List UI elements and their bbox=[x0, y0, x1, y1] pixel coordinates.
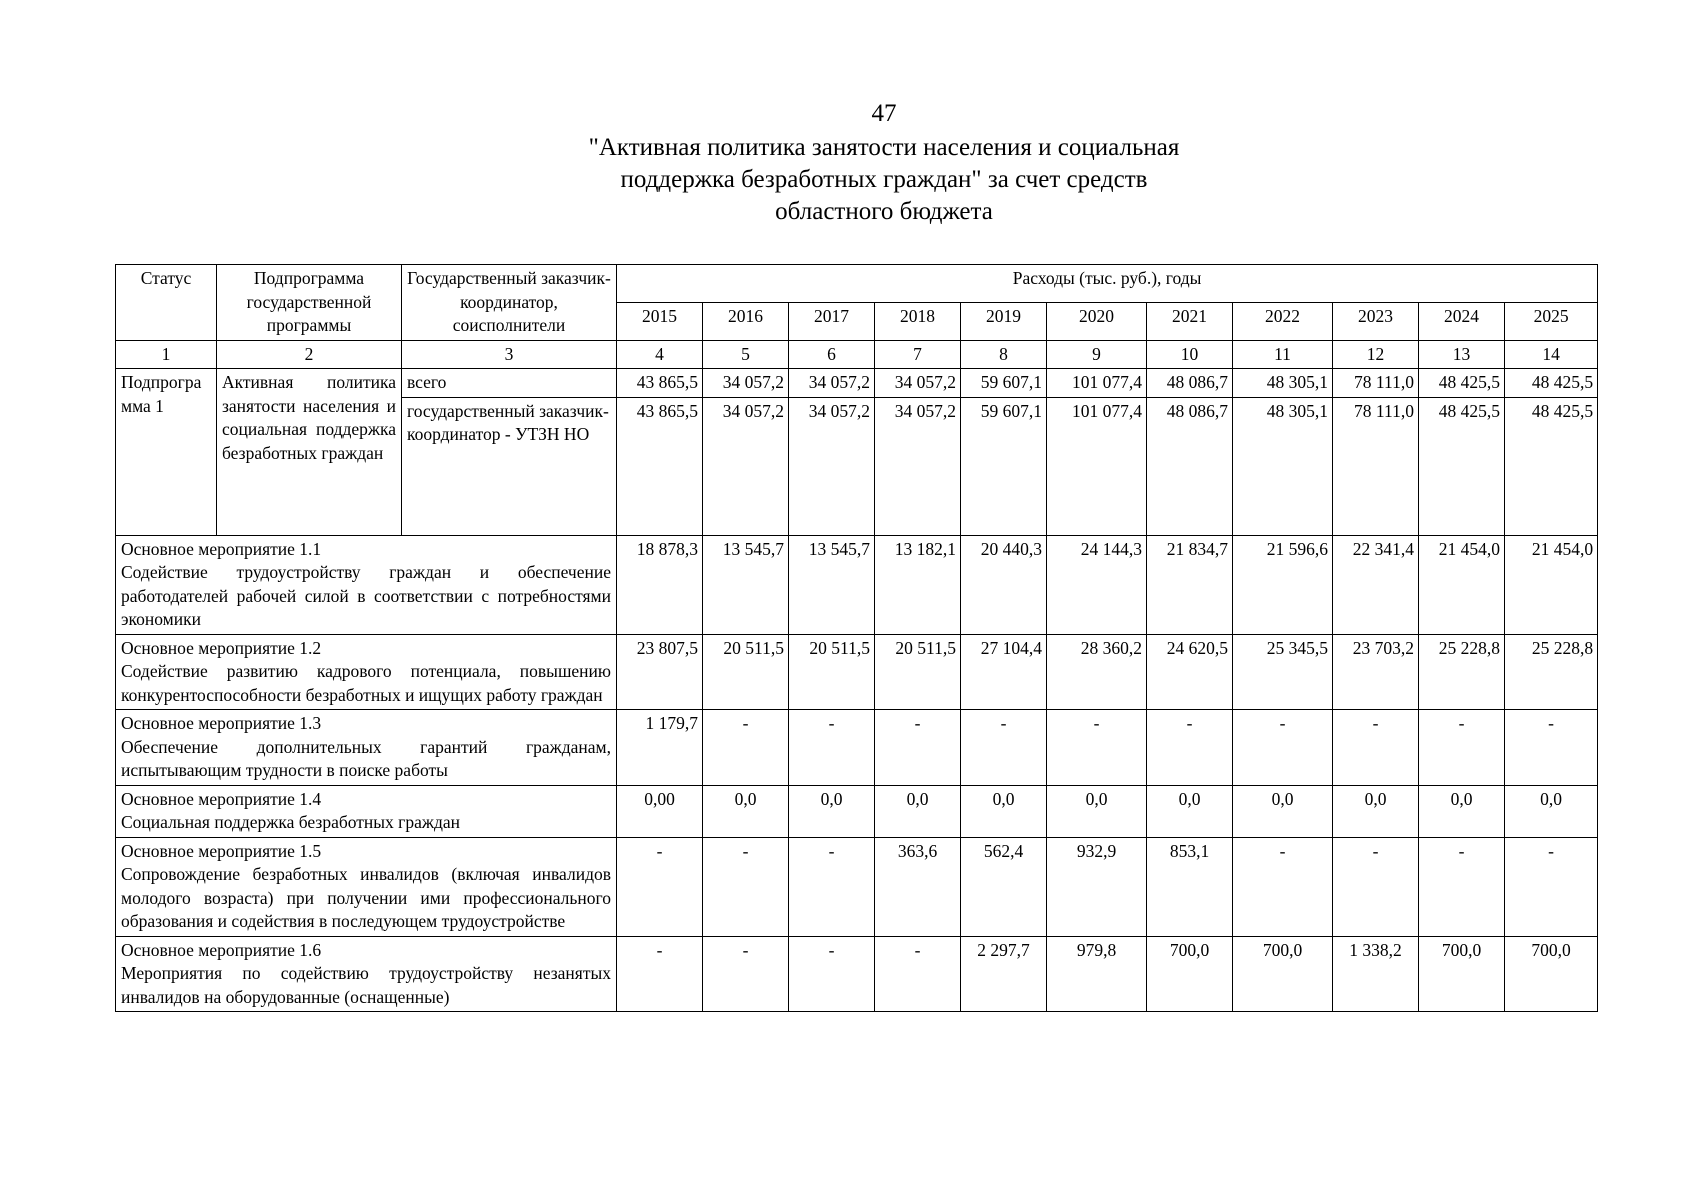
column-number: 11 bbox=[1233, 340, 1333, 369]
page-number: 47 bbox=[871, 100, 897, 127]
value-cell: 0,0 bbox=[1333, 785, 1419, 837]
value-cell: 979,8 bbox=[1047, 936, 1147, 1012]
value-cell: 1 338,2 bbox=[1333, 936, 1419, 1012]
header-row-column-numbers bbox=[116, 340, 1598, 369]
activity-label: Основное мероприятие 1.1 bbox=[121, 538, 322, 559]
value-cell: 43 865,5 bbox=[617, 369, 703, 398]
activity-description bbox=[116, 634, 617, 710]
header-year: 2024 bbox=[1419, 302, 1505, 340]
value-cell: 48 425,5 bbox=[1419, 397, 1505, 535]
header-year: 2025 bbox=[1505, 302, 1598, 340]
header-year: 2020 bbox=[1047, 302, 1147, 340]
value-cell: 34 057,2 bbox=[789, 397, 875, 535]
value-cell: 0,0 bbox=[1047, 785, 1147, 837]
header-expenses: Расходы (тыс. руб.), годы bbox=[617, 265, 1598, 303]
activity-text: Сопровождение безработных инвалидов (включая инвалидов молодого возраста) при получении ими профессионального образования и содействия в последующем трудоустройстве bbox=[121, 864, 611, 931]
header-year: 2018 bbox=[875, 302, 961, 340]
value-cell: 101 077,4 bbox=[1047, 397, 1147, 535]
activity-label: Основное мероприятие 1.3 bbox=[121, 713, 322, 733]
value-cell: 0,0 bbox=[1147, 785, 1233, 837]
header-year: 2015 bbox=[617, 302, 703, 340]
value-cell: 700,0 bbox=[1419, 936, 1505, 1012]
customer-total: всего bbox=[402, 369, 617, 398]
value-cell: - bbox=[1505, 710, 1598, 786]
activity-text: Содействие трудоустройству граждан и обеспечение работодателей рабочей силой в соответствии с потребностями экономики bbox=[121, 562, 611, 629]
subprogram-status: Подпрограмма 1 bbox=[116, 369, 217, 536]
value-cell: 20 511,5 bbox=[703, 634, 789, 710]
customer-coordinator: государственный заказчик-координатор - УТЗН НО bbox=[402, 397, 617, 535]
value-cell: - bbox=[1419, 837, 1505, 936]
value-cell: 0,00 bbox=[617, 785, 703, 837]
activity-row bbox=[116, 837, 1598, 936]
value-cell: - bbox=[1419, 710, 1505, 786]
value-cell: 0,0 bbox=[1233, 785, 1333, 837]
activity-description bbox=[116, 936, 617, 1012]
activity-text: Обеспечение дополнительных гарантий гражданам, испытывающим трудности в поиске работы bbox=[121, 736, 611, 780]
value-cell: - bbox=[961, 710, 1047, 786]
value-cell: - bbox=[875, 710, 961, 786]
column-number: 7 bbox=[875, 340, 961, 369]
value-cell: 48 305,1 bbox=[1233, 369, 1333, 398]
value-cell: - bbox=[1233, 710, 1333, 786]
activity-description bbox=[116, 535, 617, 634]
column-number: 13 bbox=[1419, 340, 1505, 369]
value-cell: 562,4 bbox=[961, 837, 1047, 936]
title-line-1: "Активная политика занятости населения и социальная bbox=[588, 134, 1180, 161]
value-cell: 25 228,8 bbox=[1419, 634, 1505, 710]
value-cell: - bbox=[1147, 710, 1233, 786]
column-number: 12 bbox=[1333, 340, 1419, 369]
value-cell: 28 360,2 bbox=[1047, 634, 1147, 710]
value-cell: - bbox=[1333, 837, 1419, 936]
activity-label: Основное мероприятие 1.2 bbox=[121, 637, 322, 658]
header-subprogram: Подпрограмма государственной программы bbox=[217, 265, 402, 341]
activity-label: Основное мероприятие 1.6 bbox=[121, 939, 322, 960]
value-cell: - bbox=[703, 936, 789, 1012]
value-cell: 853,1 bbox=[1147, 837, 1233, 936]
value-cell: 34 057,2 bbox=[875, 397, 961, 535]
column-number: 3 bbox=[402, 340, 617, 369]
value-cell: 34 057,2 bbox=[789, 369, 875, 398]
activity-text: Мероприятия по содействию трудоустройству незанятых инвалидов на оборудованные (оснащенные) bbox=[121, 963, 611, 1007]
value-cell: 78 111,0 bbox=[1333, 397, 1419, 535]
activity-description bbox=[116, 710, 617, 786]
value-cell: 0,0 bbox=[703, 785, 789, 837]
value-cell: 101 077,4 bbox=[1047, 369, 1147, 398]
value-cell: - bbox=[1505, 837, 1598, 936]
value-cell: 25 345,5 bbox=[1233, 634, 1333, 710]
value-cell: - bbox=[617, 837, 703, 936]
header-year: 2017 bbox=[789, 302, 875, 340]
value-cell: 0,0 bbox=[1505, 785, 1598, 837]
value-cell: 48 086,7 bbox=[1147, 397, 1233, 535]
activity-text: Содействие развитию кадрового потенциала, повышению конкурентоспособности безработных и ищущих работу граждан bbox=[121, 661, 611, 705]
value-cell: 59 607,1 bbox=[961, 397, 1047, 535]
activity-row bbox=[116, 535, 1598, 634]
value-cell: 43 865,5 bbox=[617, 397, 703, 535]
value-cell: 700,0 bbox=[1147, 936, 1233, 1012]
header-status: Статус bbox=[116, 265, 217, 341]
document-title bbox=[0, 132, 1697, 228]
column-number: 10 bbox=[1147, 340, 1233, 369]
value-cell: 13 545,7 bbox=[789, 535, 875, 634]
activity-description bbox=[116, 837, 617, 936]
value-cell: - bbox=[789, 936, 875, 1012]
value-cell: - bbox=[789, 710, 875, 786]
activity-row bbox=[116, 710, 1598, 786]
subprogram-name: Активная политика занятости населения и социальная поддержка безработных граждан bbox=[217, 369, 402, 536]
value-cell: 23 807,5 bbox=[617, 634, 703, 710]
value-cell: 24 144,3 bbox=[1047, 535, 1147, 634]
value-cell: 0,0 bbox=[961, 785, 1047, 837]
header-customer: Государственный заказчик-координатор, соисполнители bbox=[402, 265, 617, 341]
value-cell: 1 179,7 bbox=[617, 710, 703, 786]
value-cell: 48 425,5 bbox=[1419, 369, 1505, 398]
value-cell: - bbox=[1233, 837, 1333, 936]
column-number: 2 bbox=[217, 340, 402, 369]
column-number: 1 bbox=[116, 340, 217, 369]
value-cell: 20 511,5 bbox=[875, 634, 961, 710]
value-cell: - bbox=[875, 936, 961, 1012]
value-cell: 21 834,7 bbox=[1147, 535, 1233, 634]
value-cell: 21 454,0 bbox=[1505, 535, 1598, 634]
budget-table bbox=[115, 264, 1598, 1012]
value-cell: 20 511,5 bbox=[789, 634, 875, 710]
value-cell: 700,0 bbox=[1505, 936, 1598, 1012]
column-number: 6 bbox=[789, 340, 875, 369]
value-cell: - bbox=[1333, 710, 1419, 786]
header-year: 2019 bbox=[961, 302, 1047, 340]
column-number: 8 bbox=[961, 340, 1047, 369]
value-cell: 0,0 bbox=[1419, 785, 1505, 837]
value-cell: 34 057,2 bbox=[703, 397, 789, 535]
value-cell: 18 878,3 bbox=[617, 535, 703, 634]
value-cell: 48 425,5 bbox=[1505, 369, 1598, 398]
value-cell: 932,9 bbox=[1047, 837, 1147, 936]
header-year: 2022 bbox=[1233, 302, 1333, 340]
column-number: 5 bbox=[703, 340, 789, 369]
activity-row bbox=[116, 785, 1598, 837]
value-cell: 34 057,2 bbox=[875, 369, 961, 398]
value-cell: 48 305,1 bbox=[1233, 397, 1333, 535]
value-cell: 59 607,1 bbox=[961, 369, 1047, 398]
activity-label: Основное мероприятие 1.5 bbox=[121, 840, 322, 861]
value-cell: 25 228,8 bbox=[1505, 634, 1598, 710]
value-cell: 48 086,7 bbox=[1147, 369, 1233, 398]
value-cell: 363,6 bbox=[875, 837, 961, 936]
value-cell: 21 454,0 bbox=[1419, 535, 1505, 634]
value-cell: 34 057,2 bbox=[703, 369, 789, 398]
activity-text: Социальная поддержка безработных граждан bbox=[121, 812, 460, 832]
value-cell: 13 182,1 bbox=[875, 535, 961, 634]
value-cell: 2 297,7 bbox=[961, 936, 1047, 1012]
value-cell: - bbox=[703, 837, 789, 936]
value-cell: 0,0 bbox=[789, 785, 875, 837]
value-cell: 20 440,3 bbox=[961, 535, 1047, 634]
subprogram-row-total bbox=[116, 369, 1598, 398]
value-cell: 700,0 bbox=[1233, 936, 1333, 1012]
column-number: 9 bbox=[1047, 340, 1147, 369]
value-cell: 22 341,4 bbox=[1333, 535, 1419, 634]
value-cell: 48 425,5 bbox=[1505, 397, 1598, 535]
activity-row bbox=[116, 936, 1598, 1012]
value-cell: 27 104,4 bbox=[961, 634, 1047, 710]
value-cell: 0,0 bbox=[875, 785, 961, 837]
activity-label: Основное мероприятие 1.4 bbox=[121, 788, 322, 809]
header-year: 2016 bbox=[703, 302, 789, 340]
header-row-1 bbox=[116, 265, 1598, 303]
header-year: 2023 bbox=[1333, 302, 1419, 340]
value-cell: - bbox=[1047, 710, 1147, 786]
header-year: 2021 bbox=[1147, 302, 1233, 340]
activity-row bbox=[116, 634, 1598, 710]
value-cell: 24 620,5 bbox=[1147, 634, 1233, 710]
value-cell: 13 545,7 bbox=[703, 535, 789, 634]
value-cell: - bbox=[789, 837, 875, 936]
title-line-3: областного бюджета bbox=[775, 198, 993, 225]
value-cell: 78 111,0 bbox=[1333, 369, 1419, 398]
value-cell: - bbox=[703, 710, 789, 786]
value-cell: 21 596,6 bbox=[1233, 535, 1333, 634]
value-cell: - bbox=[617, 936, 703, 1012]
column-number: 4 bbox=[617, 340, 703, 369]
title-line-2: поддержка безработных граждан" за счет средств bbox=[620, 166, 1148, 193]
value-cell: 23 703,2 bbox=[1333, 634, 1419, 710]
column-number: 14 bbox=[1505, 340, 1598, 369]
activity-description bbox=[116, 785, 617, 837]
